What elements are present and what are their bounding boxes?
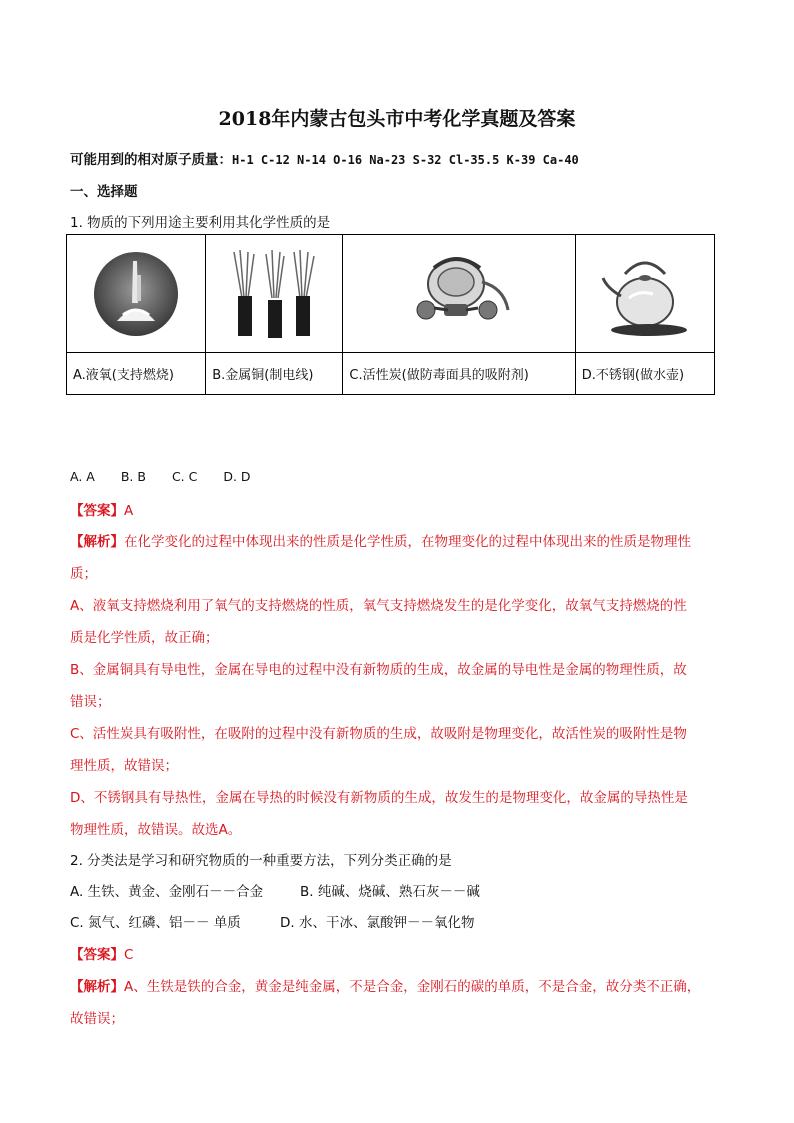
q2-answer — [70, 943, 133, 963]
q1-answer-options — [70, 469, 277, 484]
q1-analysis-line-6: 错误； — [70, 694, 111, 710]
section-heading: 一、选择题 — [70, 184, 138, 200]
q1-stem: 1. 物质的下列用途主要利用其化学性质的是 — [70, 215, 331, 231]
q1-label-c: C.活性炭(做防毒面具的吸附剂) — [343, 353, 575, 395]
q2-option-a: A. 生铁、黄金、金刚石－－合金 — [70, 884, 264, 900]
q1-analysis-line-8: 理性质，故错误； — [70, 758, 178, 774]
q1-label-a: A.液氧(支持燃烧) — [67, 353, 206, 395]
atomic-masses-values: H-1 C-12 N-14 O-16 Na-23 S-32 Cl-35.5 K-39 Ca-40 — [232, 153, 579, 167]
q1-option-c: C. C — [171, 469, 198, 484]
q1-options-table — [66, 234, 715, 395]
q2-option-d: D. 水、干冰、氯酸钾－－氧化物 — [280, 915, 475, 931]
q1-analysis-line-4: 质是化学性质，故正确； — [70, 630, 219, 646]
q2-analysis-line-2: 故错误； — [70, 1011, 124, 1027]
atomic-masses — [70, 148, 579, 168]
q1-answer-value: A — [124, 503, 134, 519]
copper-wire-image — [224, 248, 324, 340]
q2-analysis-tag: 【解析】 — [70, 979, 124, 995]
q2-stem: 2. 分类法是学习和研究物质的一种重要方法，下列分类正确的是 — [70, 853, 452, 869]
q1-image-cell-d — [575, 235, 714, 353]
q2-answer-value: C — [124, 947, 134, 963]
q2-options-row-2 — [70, 911, 474, 931]
rocket-launch-image — [93, 251, 179, 337]
q1-image-cell-c — [343, 235, 575, 353]
q2-options-row-1 — [70, 880, 480, 900]
q1-analysis-line-9: D、不锈钢具有导热性，金属在导热的时候没有新物质的生成，故发生的是物理变化，故金属的导热性是 — [70, 790, 688, 806]
page-title: 2018年内蒙古包头市中考化学真题及答案 — [218, 108, 576, 130]
q1-image-cell-b — [206, 235, 343, 353]
q1-answer — [70, 499, 133, 519]
q1-option-d: D. D — [223, 469, 251, 484]
atomic-masses-label: 可能用到的相对原子质量： — [70, 152, 232, 168]
q2-answer-tag: 【答案】 — [70, 947, 124, 963]
q1-analysis-line-1: 【解析】在化学变化的过程中体现出来的性质是化学性质，在物理变化的过程中体现出来的性质是物理性 — [70, 534, 691, 550]
q1-analysis-line-10: 物理性质，故错误。故选A。 — [70, 822, 242, 838]
q2-analysis-line-1: 【解析】A、生铁是铁的合金，黄金是纯金属，不是合金，金刚石的碳的单质，不是合金，故分类不正确， — [70, 979, 701, 995]
q2-option-b: B. 纯碱、烧碱、熟石灰－－碱 — [300, 884, 480, 900]
gas-mask-image — [404, 248, 514, 340]
q1-option-a: A. A — [70, 469, 95, 484]
q1-analysis-line-5: B、金属铜具有导电性，金属在导电的过程中没有新物质的生成，故金属的导电性是金属的物理性质，故 — [70, 662, 687, 678]
q1-image-cell-a — [67, 235, 206, 353]
q1-analysis-tag: 【解析】 — [70, 534, 124, 550]
kettle-image — [599, 248, 691, 340]
q1-label-d: D.不锈钢(做水壶) — [575, 353, 714, 395]
q1-analysis-line-3: A、液氧支持燃烧利用了氧气的支持燃烧的性质，氧气支持燃烧发生的是化学变化，故氧气支持燃烧的性 — [70, 598, 687, 614]
q2-option-c: C. 氮气、红磷、铝－－ 单质 — [70, 915, 241, 931]
q1-analysis-line-7: C、活性炭具有吸附性，在吸附的过程中没有新物质的生成，故吸附是物理变化，故活性炭的吸附性是物 — [70, 726, 687, 742]
q1-label-b: B.金属铜(制电线) — [206, 353, 343, 395]
q1-answer-tag: 【答案】 — [70, 503, 124, 519]
q1-analysis-line-2: 质； — [70, 566, 97, 582]
q1-option-b: B. B — [120, 469, 146, 484]
